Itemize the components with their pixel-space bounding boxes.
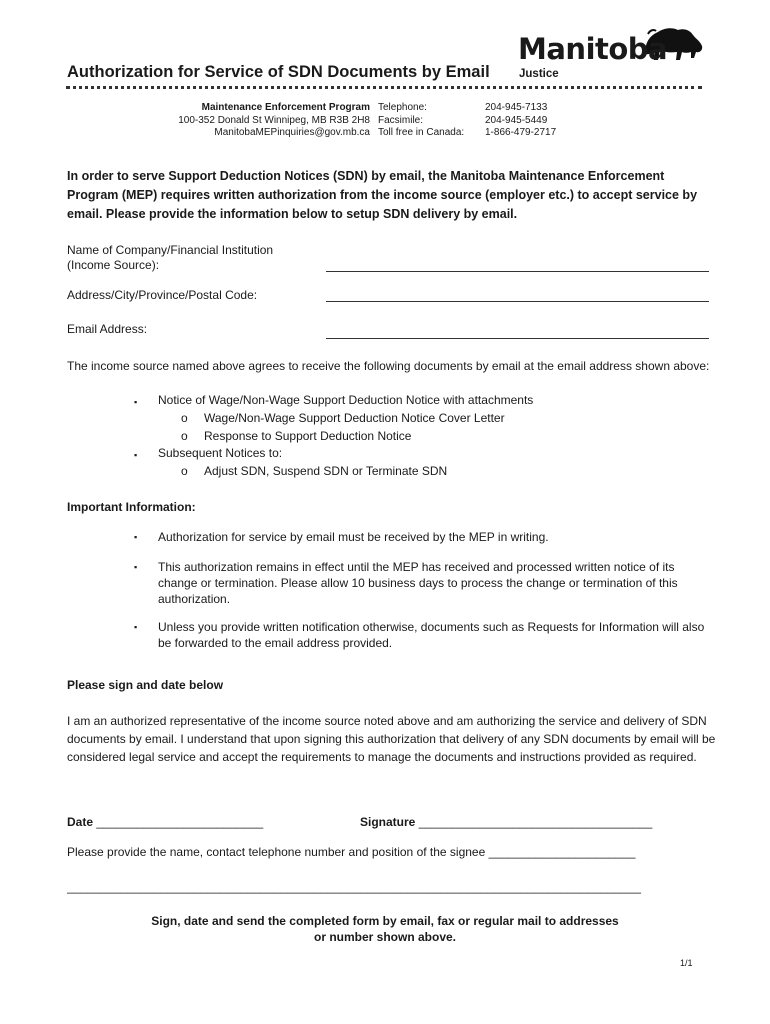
company-label-line1: Name of Company/Financial Institution: [67, 243, 274, 257]
signee-full-blank[interactable]: ______________________________________________________________________________________: [67, 880, 641, 894]
email-input-line[interactable]: [326, 338, 709, 339]
closing-line1: Sign, date and send the completed form by email, fax or regular mail to addresses: [151, 914, 619, 928]
tollfree-number: 1-866-479-2717: [485, 127, 557, 138]
signature-label: Signature: [360, 815, 416, 829]
closing-line2: or number shown above.: [313, 930, 457, 944]
address-label: Address/City/Province/Postal Code:: [67, 288, 258, 302]
date-field[interactable]: [67, 815, 263, 829]
logo-wordmark: Manitoba: [518, 32, 668, 66]
telephone-label: Telephone:: [378, 102, 427, 113]
sign-heading: Please sign and date below: [67, 678, 224, 692]
page-title: Authorization for Service of SDN Documents by Email: [67, 63, 490, 81]
contact-labels: [378, 102, 464, 140]
facsimile-number: 204-945-5449: [485, 114, 548, 126]
intro-paragraph: In order to serve Support Deduction Notices (SDN) by email, the Manitoba Maintenance Enforcement Program (MEP) requires written authorization from the income source (employer etc.) to accept service by email. Please provide the information below to setup SDN delivery by email.: [67, 169, 698, 221]
important-item: Authorization for service by email must be received by the MEP in writing.: [158, 530, 549, 544]
telephone-number: 204-945-7133: [485, 102, 548, 113]
program-name: Maintenance Enforcement Program: [201, 102, 370, 113]
tollfree-label: Toll free in Canada:: [378, 127, 465, 138]
logo-subtitle: Justice: [519, 68, 559, 80]
sub-bullet-icon: o: [181, 429, 188, 443]
authorization-statement: I am an authorized representative of the income source noted above and am authorizing the service and delivery of SDN documents by email. I understand that upon signing this authorization that delivery of any SDN documents by email will be considered legal service and accept the requirements to manage the documents and instructions provided as required.: [67, 714, 716, 764]
agreement-paragraph: The income source named above agrees to receive the following documents by email at the email address shown above:: [67, 359, 710, 373]
contact-numbers: [485, 102, 556, 140]
bullet-icon: ▪: [134, 397, 138, 407]
company-input-line[interactable]: [326, 271, 709, 272]
document-item: Subsequent Notices to:: [158, 446, 283, 460]
signature-field[interactable]: [360, 815, 652, 829]
date-label: Date: [67, 815, 94, 829]
page-number: 1/1: [680, 958, 693, 968]
document-subitem: Response to Support Deduction Notice: [204, 429, 412, 443]
dotted-divider: [66, 86, 702, 89]
signee-field[interactable]: [67, 845, 635, 859]
company-label: [67, 243, 273, 273]
bullet-icon: ▪: [134, 450, 138, 460]
date-blank[interactable]: _________________________: [96, 815, 264, 829]
closing-instructions: [67, 913, 703, 945]
signee-blank[interactable]: ______________________: [488, 845, 636, 859]
signature-blank[interactable]: ___________________________________: [418, 815, 653, 829]
bullet-icon: ▪: [134, 562, 138, 572]
document-subitem: Adjust SDN, Suspend SDN or Terminate SDN: [204, 464, 448, 478]
company-label-line2: (Income Source):: [67, 258, 160, 272]
sub-bullet-icon: o: [181, 411, 188, 425]
contact-address-block: [150, 102, 370, 140]
document-item: Notice of Wage/Non-Wage Support Deduction Notice with attachments: [158, 393, 534, 407]
important-heading: Important Information:: [67, 500, 196, 514]
bullet-icon: ▪: [134, 622, 138, 632]
email-label: Email Address:: [67, 322, 148, 336]
document-subitem: Wage/Non-Wage Support Deduction Notice Cover Letter: [204, 411, 505, 425]
street-address: 100-352 Donald St Winnipeg, MB R3B 2H8: [178, 114, 370, 126]
important-item: Unless you provide written notification otherwise, documents such as Requests for Information will also be forwarded to the email address provided.: [158, 620, 705, 650]
address-input-line[interactable]: [326, 301, 709, 302]
sub-bullet-icon: o: [181, 464, 188, 478]
bullet-icon: ▪: [134, 532, 138, 542]
facsimile-label: Facsimile:: [378, 114, 424, 126]
important-item: This authorization remains in effect until the MEP has received and processed written notice of its change or termination. Please allow 10 business days to process the change or termination of this authorization.: [158, 560, 678, 606]
signee-text: Please provide the name, contact telephone number and position of the signee: [67, 845, 486, 859]
contact-email: ManitobaMEPinquiries@gov.mb.ca: [214, 127, 370, 138]
